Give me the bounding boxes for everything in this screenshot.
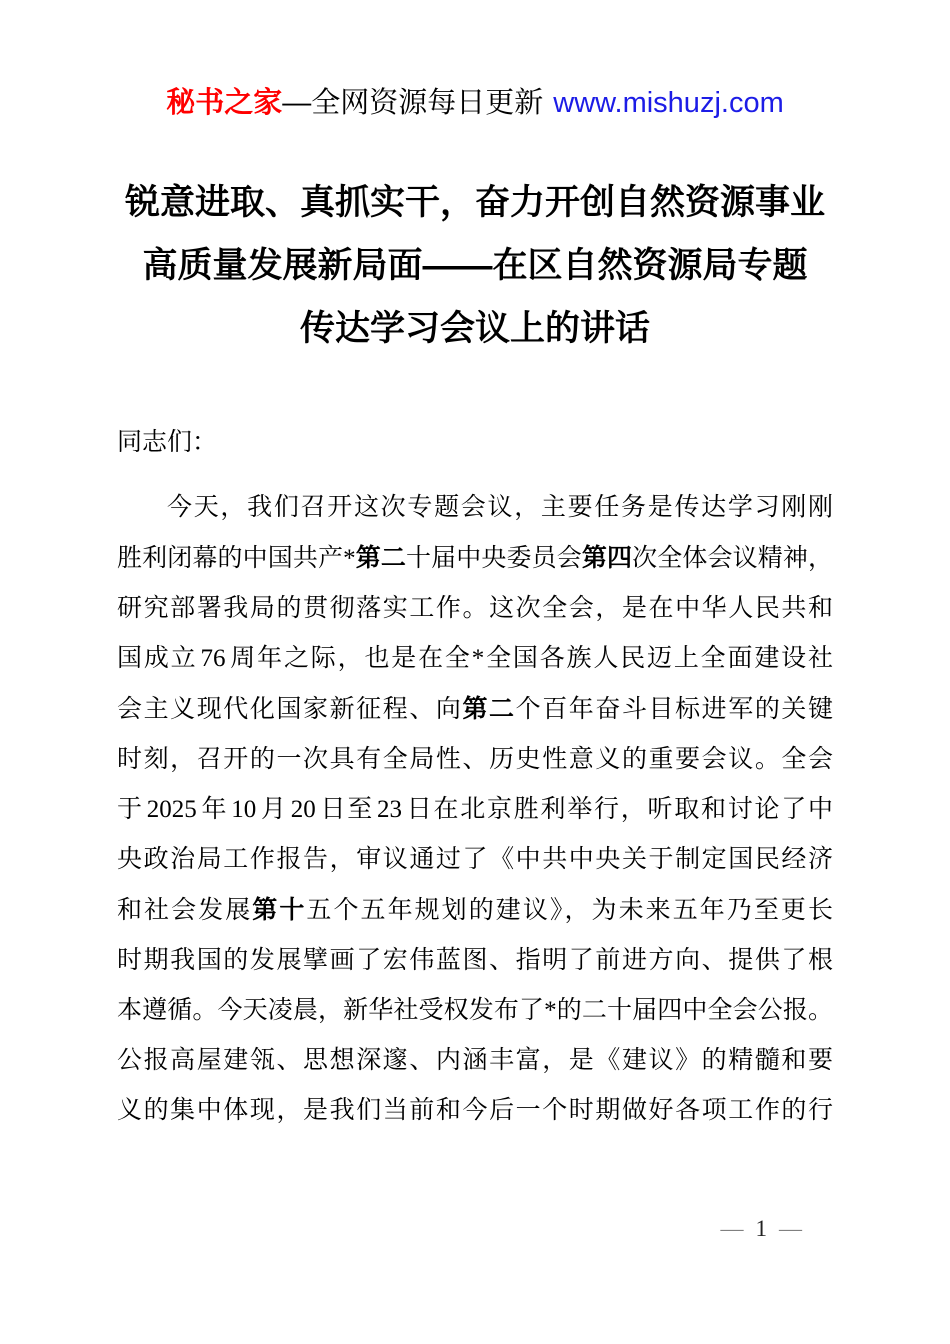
header-tagline: —全网资源每日更新	[282, 87, 544, 119]
document-body	[117, 418, 833, 1136]
page-number	[721, 1212, 803, 1246]
bold-segment: 第四	[581, 544, 633, 572]
number-segment: 76	[200, 645, 226, 672]
text-segment: 今天，我们召开这次专题会议，主要任务是传达学习刚刚	[167, 494, 833, 521]
page-number-value: 1	[755, 1216, 767, 1241]
page-number-dash-left: —	[720, 1216, 744, 1241]
text-segment: 胜利闭幕的中国共产*	[117, 545, 356, 572]
text-segment: 央政治局工作报告，审议通过了《中共中央关于制定国民经济	[117, 846, 833, 873]
text-segment: 和社会发展	[117, 897, 253, 924]
text-segment: 研究部署我局的贯彻落实工作。这次全会，是在中华人民共和	[117, 595, 833, 622]
paragraph-line	[117, 1086, 833, 1136]
paragraph-line	[117, 1036, 833, 1086]
text-segment: 于	[117, 796, 144, 823]
body-paragraph	[117, 483, 833, 1136]
text-segment: 时期我国的发展擘画了宏伟蓝图、指明了前进方向、提供了根	[117, 947, 833, 974]
paragraph-line	[117, 584, 833, 634]
text-segment: 时刻，召开的一次具有全局性、历史性意义的重要会议。全会	[117, 746, 833, 773]
site-header	[0, 84, 950, 122]
text-segment: 日至	[318, 796, 374, 823]
number-segment: 10	[231, 796, 257, 823]
text-segment: 个百年奋斗目标进军的关键	[515, 696, 833, 723]
paragraph-line	[117, 533, 833, 584]
text-segment: 次全体会议精神，	[632, 545, 833, 572]
bold-segment: 第十	[252, 896, 307, 924]
paragraph-line	[117, 986, 833, 1036]
text-segment: 会主义现代化国家新征程、向	[117, 696, 463, 723]
text-segment: 周年之际，也是在全*全国各族人民迈上全面建设社	[228, 645, 833, 672]
text-segment: 日在北京胜利举行，听取和讨论了中	[405, 796, 833, 823]
text-segment: 十届中央委员会	[405, 545, 582, 572]
brand-text: 秘书之家	[166, 87, 283, 119]
header-url: www.mishuzj.com	[553, 87, 784, 119]
text-segment: 公报高屋建瓴、思想深邃、内涵丰富，是《建议》的精髓和要	[117, 1047, 833, 1074]
bold-segment: 第二	[462, 695, 516, 723]
paragraph-line	[117, 936, 833, 986]
bold-segment: 第二	[355, 544, 406, 572]
paragraph-line	[117, 885, 833, 936]
page-number-dash-right: —	[779, 1216, 802, 1241]
paragraph-line	[117, 634, 833, 684]
text-segment: 本遵循。今天凌晨，新华社受权发布了*的二十届四中全会公报。	[117, 997, 833, 1024]
text-segment: 年	[199, 796, 229, 823]
title-line: 锐意进取、真抓实干，奋力开创自然资源事业	[124, 183, 825, 222]
text-segment: 五个五年规划的建议》，为未来五年乃至更长	[306, 897, 833, 924]
paragraph-line	[117, 684, 833, 735]
number-segment: 2025	[146, 796, 197, 823]
paragraph-line	[117, 835, 833, 885]
paragraph-line	[117, 735, 833, 785]
salutation: 同志们：	[117, 429, 218, 456]
text-segment: 国成立	[117, 645, 198, 672]
text-segment: 月	[259, 796, 288, 823]
document-title	[60, 171, 890, 360]
text-segment: 义的集中体现，是我们当前和今后一个时期做好各项工作的行	[117, 1097, 833, 1124]
paragraph-line	[117, 785, 833, 835]
number-segment: 23	[377, 796, 402, 823]
title-line: 高质量发展新局面——在区自然资源局专题	[142, 246, 808, 285]
number-segment: 20	[290, 796, 316, 823]
paragraph-line	[117, 483, 833, 533]
title-line: 传达学习会议上的讲话	[299, 309, 650, 348]
